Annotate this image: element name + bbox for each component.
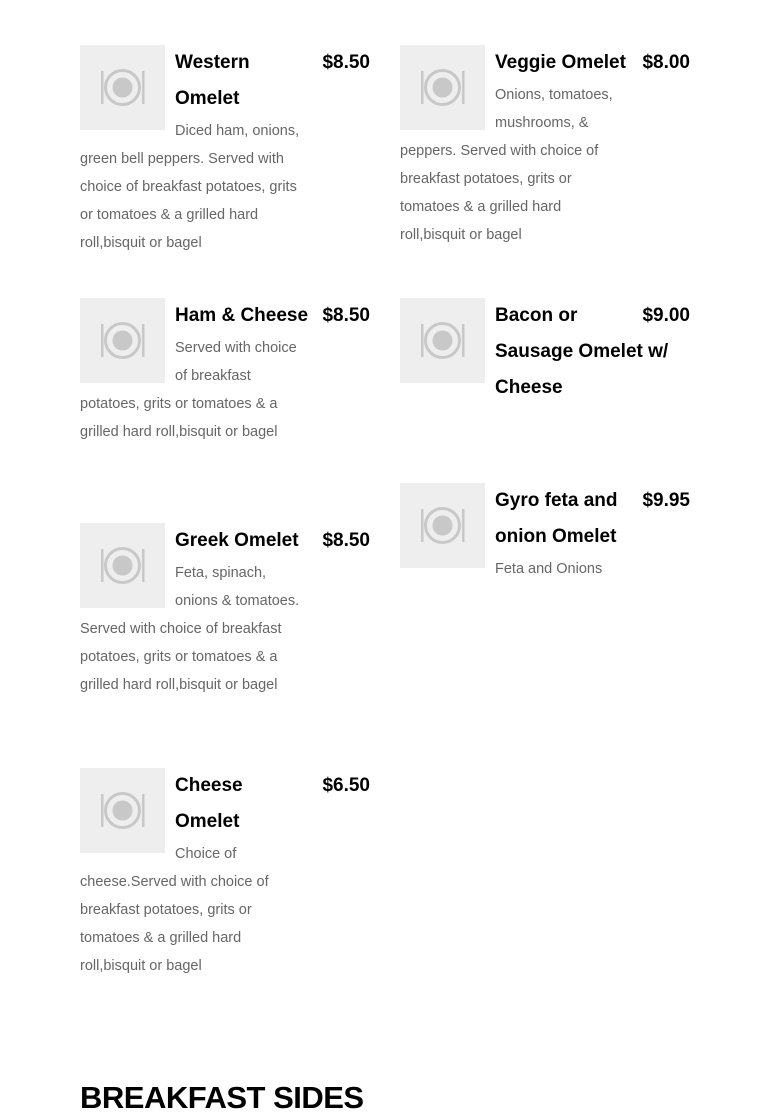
item-name: Greek Omelet [175, 530, 299, 551]
item-name: Bacon or Sausage Omelet w/ Cheese [495, 305, 669, 398]
menu-item [400, 483, 690, 583]
plate-fork-knife-icon [80, 45, 165, 130]
item-description: Feta and Onions [495, 561, 603, 577]
item-description: Feta, spinach, onions & tomatoes. Served with choice of breakfast potatoes, grits or tomatoes & a grilled hard roll,bisquit or bagel [80, 565, 300, 693]
item-price: $9.95 [642, 490, 690, 511]
plate-fork-knife-icon [80, 523, 165, 608]
item-price: $9.00 [642, 305, 690, 326]
item-name: Ham & Cheese [175, 305, 309, 326]
menu-item [80, 45, 370, 257]
item-price: $8.50 [322, 530, 370, 551]
item-description: Onions, tomatoes, mushrooms, & peppers. Served with choice of breakfast potatoes, grits or tomatoes & a grilled hard roll,bisquit or bagel [400, 87, 613, 243]
plate-fork-knife-icon [80, 768, 165, 853]
menu-item [400, 298, 690, 406]
item-description: Choice of cheese.Served with choice of breakfast potatoes, grits or tomatoes & a grilled hard roll,bisquit or bagel [80, 846, 269, 974]
item-description: Diced ham, onions, green bell peppers. Served with choice of breakfast potatoes, grits or tomatoes & a grilled hard roll,bisquit or bagel [80, 123, 300, 251]
item-description: Served with choice of breakfast potatoes, grits or tomatoes & a grilled hard roll,bisquit or bagel [80, 340, 297, 440]
item-name: Western Omelet [175, 52, 250, 109]
menu-item [80, 523, 370, 699]
plate-fork-knife-icon [400, 483, 485, 568]
menu-item [80, 298, 370, 446]
menu-item [80, 768, 370, 980]
plate-fork-knife-icon [400, 298, 485, 383]
menu-item [400, 45, 690, 249]
item-name: Veggie Omelet [495, 52, 626, 73]
item-price: $8.00 [642, 52, 690, 73]
plate-fork-knife-icon [80, 298, 165, 383]
item-price: $8.50 [322, 305, 370, 326]
item-name: Cheese Omelet [175, 775, 243, 832]
section-heading-breakfast-sides: BREAKFAST SIDES [80, 1080, 364, 1115]
plate-fork-knife-icon [400, 45, 485, 130]
item-price: $6.50 [322, 775, 370, 796]
item-price: $8.50 [322, 52, 370, 73]
item-name: Gyro feta and onion Omelet [495, 490, 618, 547]
